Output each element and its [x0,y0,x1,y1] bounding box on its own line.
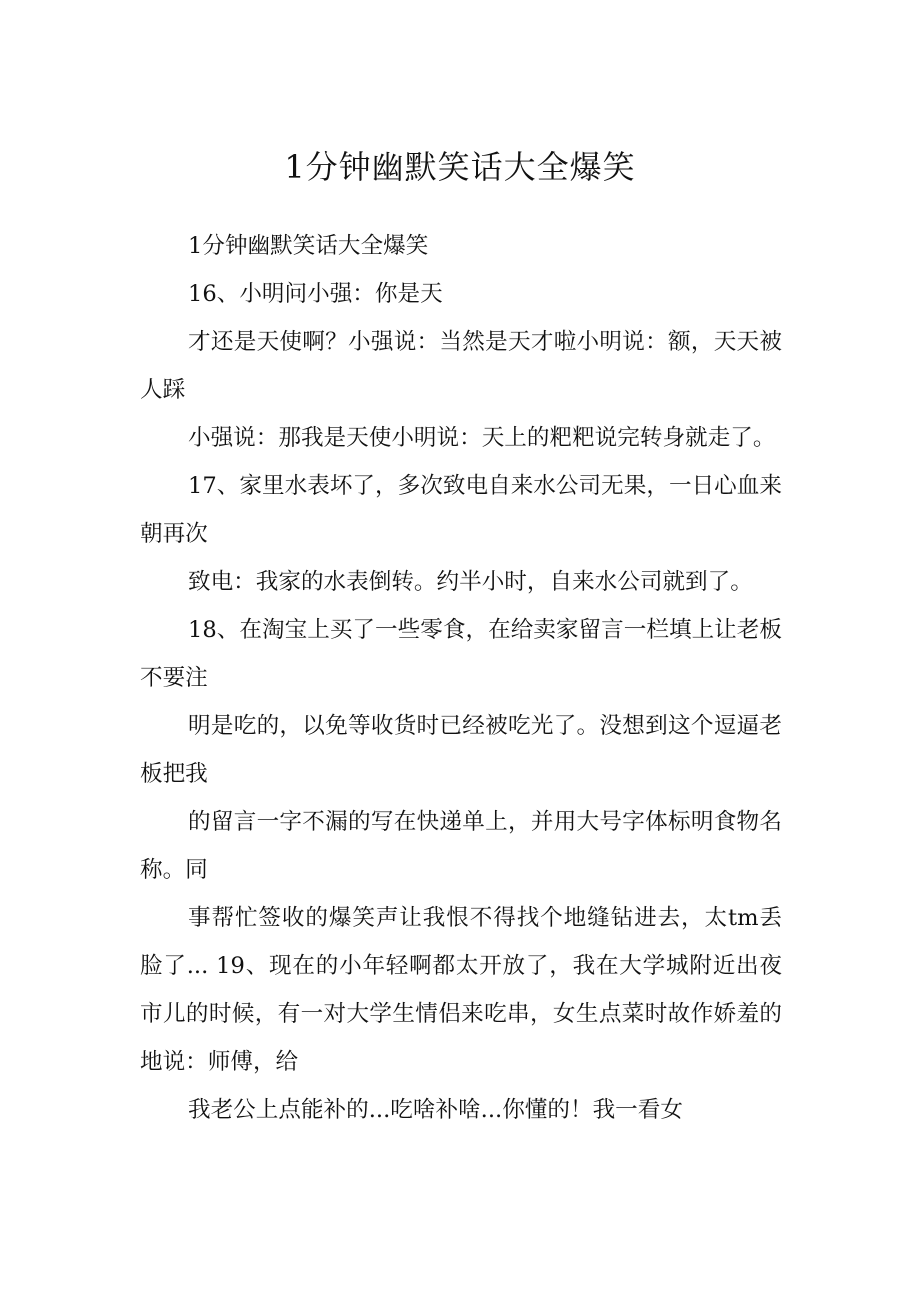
document-title: 1分钟幽默笑话大全爆笑 [284,148,636,186]
paragraph: 致电：我家的水表倒转。约半小时，自来水公司就到了。 [188,569,753,595]
paragraph: 的留言一字不漏的写在快递单上，并用大号字体标明食物名称。同 [140,809,782,883]
paragraph: 明是吃的，以免等收货时已经被吃光了。没想到这个逗逼老板把我 [140,713,782,787]
document-body [140,222,782,1134]
paragraph: 才还是天使啊？小强说：当然是天才啦小明说：额，天天被人踩 [140,329,782,403]
paragraph: 17、家里水表坏了，多次致电自来水公司无果，一日心血来朝再次 [140,473,782,547]
paragraph: 小强说：那我是天使小明说：天上的粑粑说完转身就走了。 [188,425,776,451]
paragraph: 16、小明问小强：你是天 [188,281,443,307]
paragraph: 我老公上点能补的...吃啥补啥...你懂的！我一看女 [188,1097,683,1123]
paragraph: 18、在淘宝上买了一些零食，在给卖家留言一栏填上让老板不要注 [140,617,782,691]
paragraph: 事帮忙签收的爆笑声让我恨不得找个地缝钻进去，太tm丢脸了... 19、现在的小年轻啊都太开放了，我在大学城附近出夜市儿的时候，有一对大学生情侣来吃串，女生点菜时故作娇羞的地说：师傅，给 [140,905,782,1075]
paragraph: 1分钟幽默笑话大全爆笑 [188,233,429,259]
